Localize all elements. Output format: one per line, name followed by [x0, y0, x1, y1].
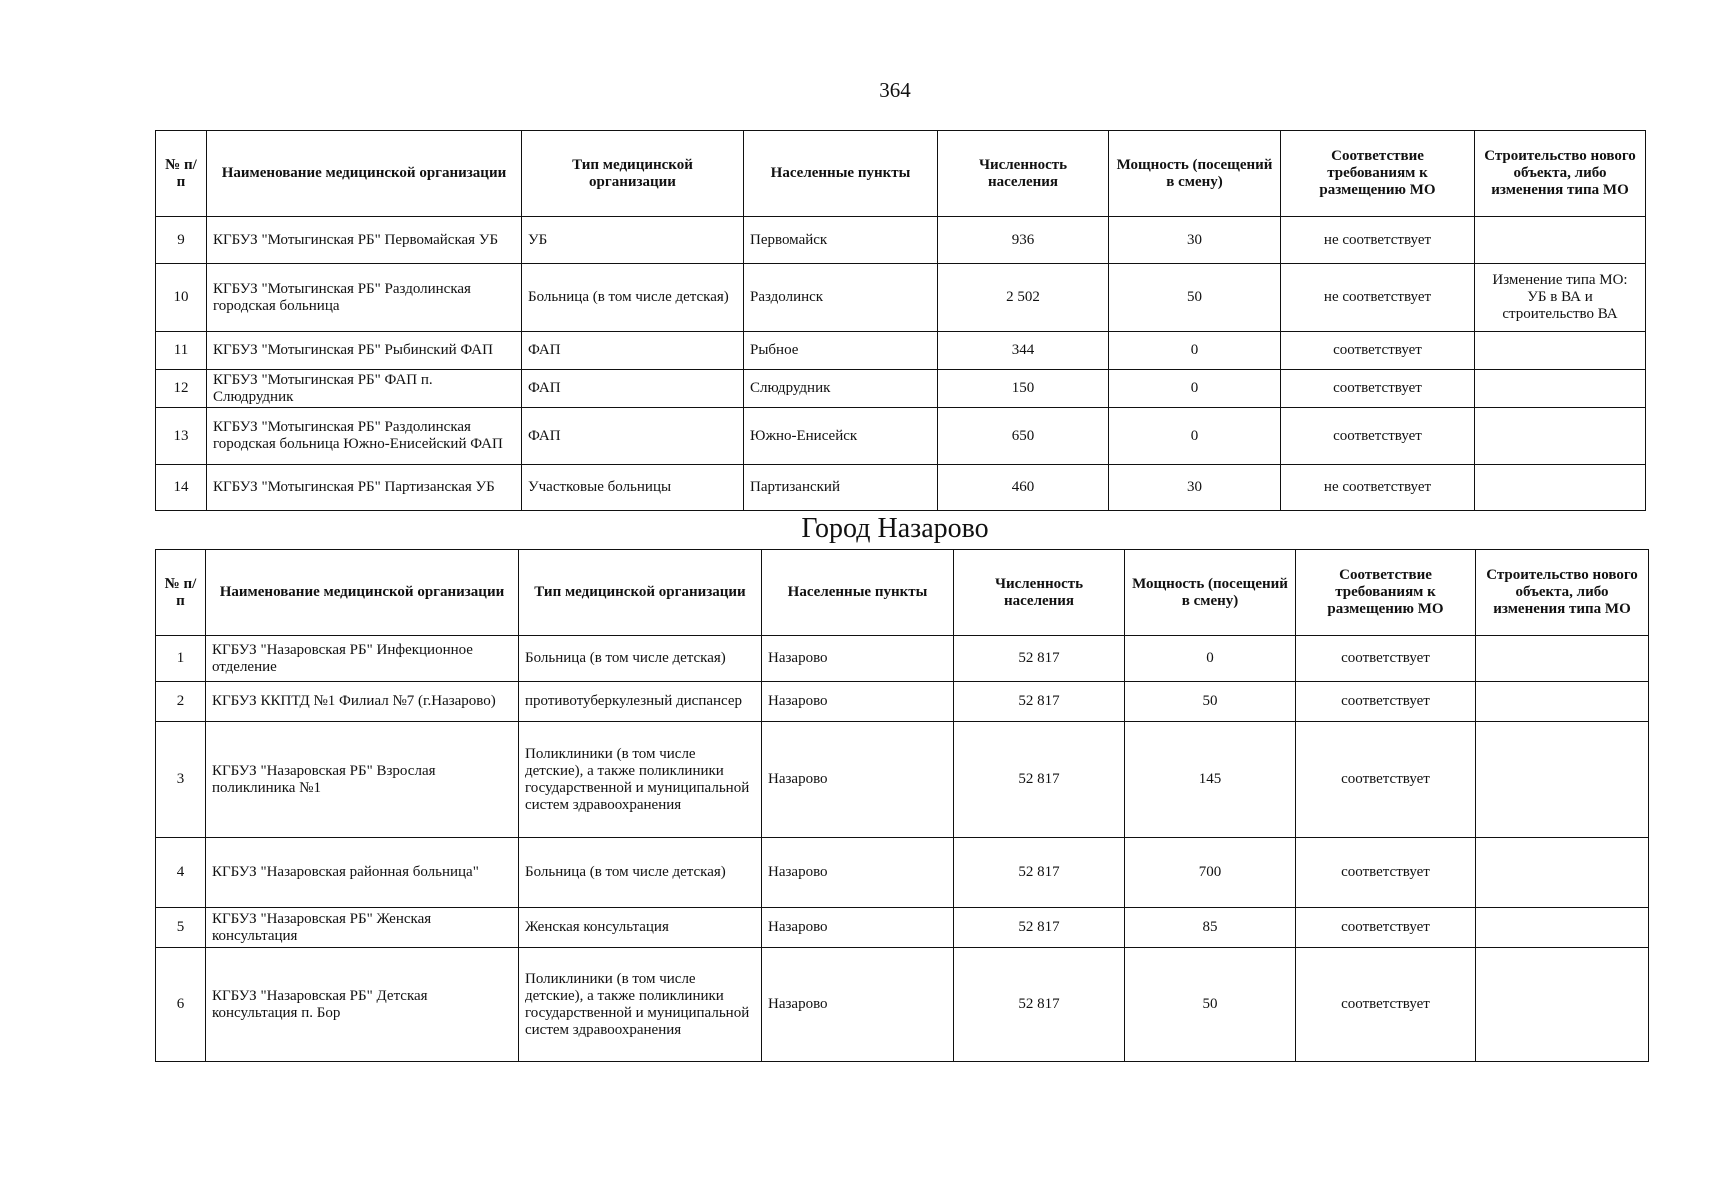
- cell-num: 10: [156, 264, 207, 332]
- header-num: № п/п: [156, 550, 206, 636]
- cell-type: Больница (в том числе детская): [519, 636, 762, 682]
- table-row: [156, 264, 1646, 332]
- cell-place: Южно-Енисейск: [744, 408, 938, 465]
- cell-num: 4: [156, 838, 206, 908]
- header-population: Численность населения: [938, 131, 1109, 217]
- table-row: [156, 636, 1649, 682]
- cell-name: КГБУЗ "Мотыгинская РБ" Рыбинский ФАП: [207, 332, 522, 370]
- cell-population: 460: [938, 465, 1109, 511]
- table-row: [156, 682, 1649, 722]
- cell-name: КГБУЗ ККПТД №1 Филиал №7 (г.Назарово): [206, 682, 519, 722]
- table-row: [156, 908, 1649, 948]
- cell-population: 150: [938, 370, 1109, 408]
- header-name: Наименование медицинской организации: [207, 131, 522, 217]
- cell-construction: [1476, 682, 1649, 722]
- cell-population: 936: [938, 217, 1109, 264]
- cell-compliance: соответствует: [1296, 682, 1476, 722]
- cell-compliance: соответствует: [1281, 332, 1475, 370]
- cell-num: 1: [156, 636, 206, 682]
- cell-construction: [1475, 332, 1646, 370]
- cell-name: КГБУЗ "Мотыгинская РБ" Раздолинская городская больница: [207, 264, 522, 332]
- cell-capacity: 0: [1109, 332, 1281, 370]
- cell-construction: [1476, 908, 1649, 948]
- cell-num: 6: [156, 948, 206, 1062]
- cell-capacity: 0: [1125, 636, 1296, 682]
- cell-type: ФАП: [522, 332, 744, 370]
- table-row: [156, 465, 1646, 511]
- cell-name: КГБУЗ "Назаровская РБ" Инфекционное отделение: [206, 636, 519, 682]
- facilities-table-motygino: [155, 130, 1646, 511]
- cell-type: Больница (в том числе детская): [522, 264, 744, 332]
- cell-num: 3: [156, 722, 206, 838]
- cell-place: Рыбное: [744, 332, 938, 370]
- cell-capacity: 145: [1125, 722, 1296, 838]
- header-place: Населенные пункты: [744, 131, 938, 217]
- table-header-row: [156, 550, 1649, 636]
- cell-num: 13: [156, 408, 207, 465]
- cell-type: ФАП: [522, 408, 744, 465]
- cell-population: 52 817: [954, 908, 1125, 948]
- cell-num: 12: [156, 370, 207, 408]
- cell-population: 52 817: [954, 722, 1125, 838]
- cell-name: КГБУЗ "Мотыгинская РБ" Первомайская УБ: [207, 217, 522, 264]
- cell-construction: [1476, 948, 1649, 1062]
- cell-capacity: 50: [1125, 682, 1296, 722]
- cell-type: Поликлиники (в том числе детские), а также поликлиники государственной и муниципальной систем здравоохранения: [519, 722, 762, 838]
- cell-num: 11: [156, 332, 207, 370]
- cell-compliance: соответствует: [1296, 948, 1476, 1062]
- cell-capacity: 30: [1109, 465, 1281, 511]
- cell-place: Назарово: [762, 722, 954, 838]
- cell-construction: [1475, 217, 1646, 264]
- cell-num: 14: [156, 465, 207, 511]
- table-row: [156, 217, 1646, 264]
- cell-compliance: не соответствует: [1281, 264, 1475, 332]
- header-construction: Строительство нового объекта, либо изменения типа МО: [1475, 131, 1646, 217]
- facilities-table-nazarovo: [155, 549, 1649, 1062]
- cell-construction: [1476, 838, 1649, 908]
- cell-num: 2: [156, 682, 206, 722]
- cell-compliance: соответствует: [1281, 370, 1475, 408]
- cell-capacity: 85: [1125, 908, 1296, 948]
- cell-construction: [1475, 465, 1646, 511]
- header-compliance: Соответствие требованиям к размещению МО: [1296, 550, 1476, 636]
- table-row: [156, 948, 1649, 1062]
- cell-compliance: соответствует: [1296, 838, 1476, 908]
- cell-name: КГБУЗ "Назаровская районная больница": [206, 838, 519, 908]
- cell-compliance: соответствует: [1296, 908, 1476, 948]
- cell-construction: [1476, 722, 1649, 838]
- header-place: Населенные пункты: [762, 550, 954, 636]
- section-title: Город Назарово: [801, 513, 989, 544]
- page-number: 364: [879, 78, 911, 102]
- cell-capacity: 0: [1109, 408, 1281, 465]
- table-row: [156, 370, 1646, 408]
- cell-num: 5: [156, 908, 206, 948]
- cell-place: Назарово: [762, 948, 954, 1062]
- cell-population: 52 817: [954, 682, 1125, 722]
- table-row: [156, 722, 1649, 838]
- cell-capacity: 0: [1109, 370, 1281, 408]
- cell-type: Участковые больницы: [522, 465, 744, 511]
- cell-population: 52 817: [954, 838, 1125, 908]
- cell-population: 650: [938, 408, 1109, 465]
- cell-construction: [1475, 370, 1646, 408]
- cell-compliance: соответствует: [1296, 722, 1476, 838]
- cell-place: Слюдрудник: [744, 370, 938, 408]
- cell-place: Назарово: [762, 636, 954, 682]
- header-capacity: Мощность (посещений в смену): [1125, 550, 1296, 636]
- cell-type: Женская консультация: [519, 908, 762, 948]
- cell-population: 52 817: [954, 948, 1125, 1062]
- cell-name: КГБУЗ "Мотыгинская РБ" Раздолинская городская больница Южно-Енисейский ФАП: [207, 408, 522, 465]
- cell-num: 9: [156, 217, 207, 264]
- cell-place: Раздолинск: [744, 264, 938, 332]
- cell-name: КГБУЗ "Назаровская РБ" Женская консультация: [206, 908, 519, 948]
- cell-name: КГБУЗ "Мотыгинская РБ" Партизанская УБ: [207, 465, 522, 511]
- cell-compliance: не соответствует: [1281, 217, 1475, 264]
- table-row: [156, 332, 1646, 370]
- cell-type: ФАП: [522, 370, 744, 408]
- cell-compliance: соответствует: [1281, 408, 1475, 465]
- cell-capacity: 50: [1109, 264, 1281, 332]
- cell-place: Партизанский: [744, 465, 938, 511]
- cell-construction: [1475, 408, 1646, 465]
- cell-place: Назарово: [762, 908, 954, 948]
- cell-capacity: 50: [1125, 948, 1296, 1062]
- table-header-row: [156, 131, 1646, 217]
- header-compliance: Соответствие требованиям к размещению МО: [1281, 131, 1475, 217]
- cell-construction: Изменение типа МО: УБ в ВА и строительство ВА: [1475, 264, 1646, 332]
- cell-construction: [1476, 636, 1649, 682]
- cell-compliance: не соответствует: [1281, 465, 1475, 511]
- header-type: Тип медицинской организации: [522, 131, 744, 217]
- cell-capacity: 30: [1109, 217, 1281, 264]
- header-construction: Строительство нового объекта, либо изменения типа МО: [1476, 550, 1649, 636]
- cell-place: Назарово: [762, 682, 954, 722]
- cell-population: 2 502: [938, 264, 1109, 332]
- cell-compliance: соответствует: [1296, 636, 1476, 682]
- cell-name: КГБУЗ "Назаровская РБ" Взрослая поликлиника №1: [206, 722, 519, 838]
- cell-type: Больница (в том числе детская): [519, 838, 762, 908]
- header-population: Численность населения: [954, 550, 1125, 636]
- cell-type: противотуберкулезный диспансер: [519, 682, 762, 722]
- cell-name: КГБУЗ "Мотыгинская РБ" ФАП п. Слюдрудник: [207, 370, 522, 408]
- header-num: № п/п: [156, 131, 207, 217]
- header-name: Наименование медицинской организации: [206, 550, 519, 636]
- cell-capacity: 700: [1125, 838, 1296, 908]
- table-row: [156, 838, 1649, 908]
- cell-place: Первомайск: [744, 217, 938, 264]
- cell-place: Назарово: [762, 838, 954, 908]
- header-capacity: Мощность (посещений в смену): [1109, 131, 1281, 217]
- cell-type: УБ: [522, 217, 744, 264]
- cell-population: 344: [938, 332, 1109, 370]
- cell-population: 52 817: [954, 636, 1125, 682]
- cell-type: Поликлиники (в том числе детские), а также поликлиники государственной и муниципальной систем здравоохранения: [519, 948, 762, 1062]
- table-row: [156, 408, 1646, 465]
- header-type: Тип медицинской организации: [519, 550, 762, 636]
- cell-name: КГБУЗ "Назаровская РБ" Детская консультация п. Бор: [206, 948, 519, 1062]
